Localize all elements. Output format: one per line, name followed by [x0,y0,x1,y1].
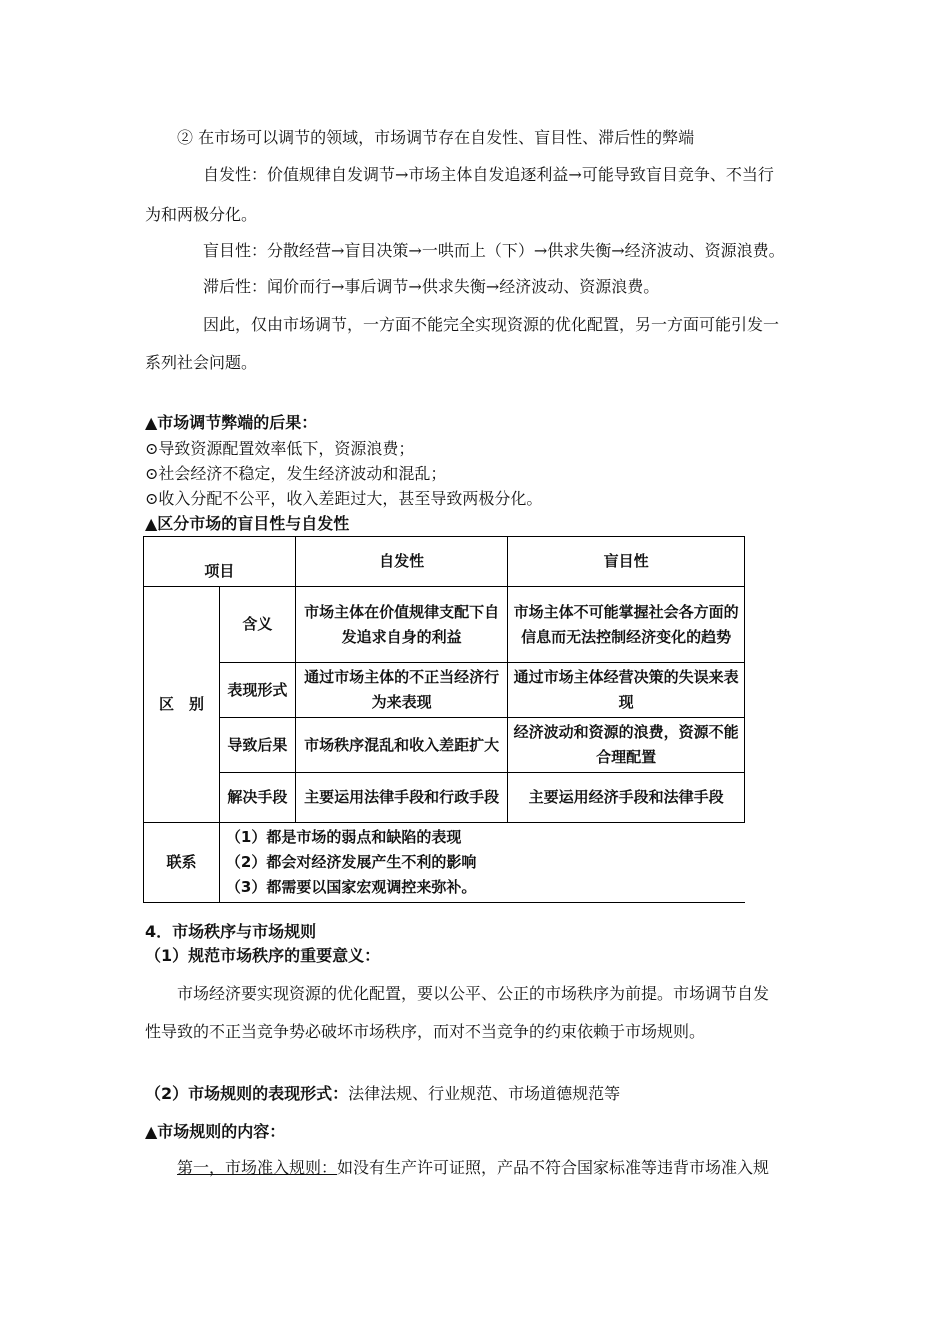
cell-spontaneity: 主要运用法律手段和行政手段 [295,773,508,823]
paragraph-lag: 滞后性：闻价而行→事后调节→供求失衡→经济波动、资源浪费。 [203,277,660,296]
table-row [144,663,745,718]
consequence-item: ⊙社会经济不稳定，发生经济波动和混乱； [145,464,447,483]
section-title: 4．市场秩序与市场规则 [145,922,317,941]
rule-text: 如没有生产许可证照，产品不符合国家标准等违背市场准入规 [337,1158,770,1177]
table-header-row [144,537,745,587]
cell-spontaneity: 通过市场主体的不正当经济行为来表现 [295,663,508,718]
cell-blindness: 通过市场主体经营决策的失误来表现 [508,663,745,718]
cell-blindness: 主要运用经济手段和法律手段 [508,773,745,823]
rule-entry [177,1158,769,1178]
link-item: （2）都会对经济发展产生不利的影响 [225,853,477,871]
link-item: （1）都是市场的弱点和缺陷的表现 [225,828,462,846]
header-blindness: 盲目性 [508,537,745,587]
table-row-link [144,823,745,903]
consequence-item: ⊙收入分配不公平，收入差距过大，甚至导致两极分化。 [145,489,543,508]
table-row [144,587,745,663]
header-spontaneity: 自发性 [295,537,508,587]
subsection-forms [145,1084,620,1104]
cell-spontaneity: 市场主体在价值规律支配下自发追求自身的利益 [295,587,508,663]
header-item: 项目 [144,537,296,587]
paragraph-spontaneity: 自发性：价值规律自发调节→市场主体自发追逐利益→可能导致盲目竞争、不当行 [203,165,774,184]
consequence-item: ⊙导致资源配置效率低下，资源浪费； [145,439,415,458]
link-label: 联系 [144,823,220,903]
subsection-forms-label: （2）市场规则的表现形式： [145,1084,349,1103]
paragraph-blindness: 盲目性：分散经营→盲目决策→一哄而上（下）→供求失衡→经济波动、资源浪费。 [203,241,785,260]
consequences-heading: ▲市场调节弊端的后果： [145,413,318,432]
cell-blindness: 经济波动和资源的浪费，资源不能合理配置 [508,718,745,773]
cell-blindness: 市场主体不可能掌握社会各方面的信息而无法控制经济变化的趋势 [508,587,745,663]
rule-label: 第一，市场准入规则： [177,1158,338,1177]
paragraph-spontaneity-cont: 为和两极分化。 [145,205,258,224]
row-label: 导致后果 [219,718,295,773]
paragraph-significance: 市场经济要实现资源的优化配置，要以公平、公正的市场秩序为前提。市场调节自发 [177,984,770,1003]
link-item: （3）都需要以国家宏观调控来弥补。 [225,878,477,896]
group-label-difference: 区 别 [144,587,220,823]
paragraph-drawbacks: ② 在市场可以调节的领域，市场调节存在自发性、盲目性、滞后性的弊端 [177,128,695,147]
paragraph-conclusion-cont: 系列社会问题。 [145,353,258,372]
row-label: 解决手段 [219,773,295,823]
subsection-significance: （1）规范市场秩序的重要意义： [145,946,381,965]
distinguish-heading: ▲区分市场的盲目性与自发性 [145,514,350,533]
paragraph-conclusion: 因此，仅由市场调节，一方面不能完全实现资源的优化配置，另一方面可能引发一 [203,315,780,334]
link-cell [219,823,744,903]
comparison-table [143,536,745,903]
paragraph-significance-cont: 性导致的不正当竞争势必破坏市场秩序，而对不当竞争的约束依赖于市场规则。 [145,1022,706,1041]
row-label: 含义 [219,587,295,663]
table-row [144,773,745,823]
rules-heading: ▲市场规则的内容： [145,1122,286,1141]
table-row [144,718,745,773]
subsection-forms-text: 法律法规、行业规范、市场道德规范等 [348,1084,621,1103]
row-label: 表现形式 [219,663,295,718]
cell-spontaneity: 市场秩序混乱和收入差距扩大 [295,718,508,773]
